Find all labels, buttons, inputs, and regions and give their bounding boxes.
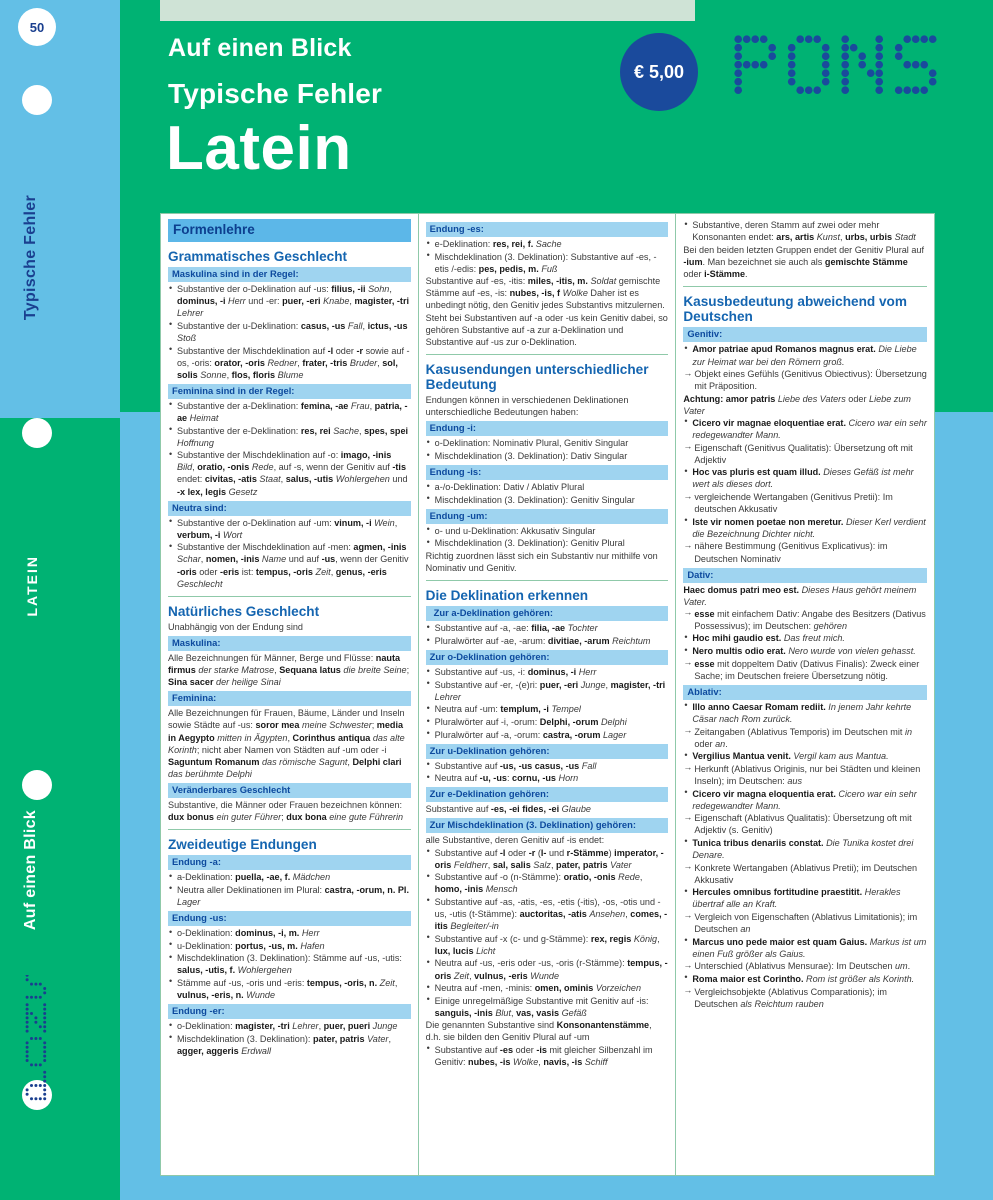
content-column-2 [419, 214, 677, 1175]
list-item: → Konkrete Wertangaben (Ablativus Pretii); im Deutschen Akkusativ [683, 862, 927, 886]
subsection-band: Zur a-Deklination gehören: [426, 606, 669, 621]
sidebar-label-series: Auf einen Blick [22, 810, 39, 931]
body-paragraph: Alle Bezeichnungen für Frauen, Bäume, Länder und Inseln sowie Städte auf -us: soror mea meine Schwester; media in Aegypto mitten in Ägypten, Corinthus antiqua das alte Korinth; nicht aber Namen von Städten auf -um oder -i Saguntum Romanum das römische Sagunt, Delphi clari das berühmte Delphi [168, 708, 405, 779]
bullet-list [683, 788, 927, 812]
bullet-list [683, 936, 927, 960]
subsection-band: Veränderbares Geschlecht [168, 783, 411, 798]
list-item: • Amor patriae apud Romanos magnus erat. Die Liebe zur Heimat war bei den Römern groß. [683, 343, 927, 367]
bullet-list [426, 481, 669, 506]
subsection-band: Endung -i: [426, 421, 669, 436]
bullet-list [683, 516, 927, 540]
bullet-list [426, 238, 669, 275]
header-topic: Typische Fehler [168, 78, 383, 109]
list-item: • Substantive auf -er, -(e)ri: puer, -eri Junge, magister, -tri Lehrer [426, 679, 669, 703]
content-column-3 [676, 214, 934, 1175]
subsection-band: Zur e-Deklination gehören: [426, 787, 669, 802]
list-item: → Vergleich von Eigenschaften (Ablativus Limitationis); im Deutschen an [683, 911, 927, 935]
list-item: • Nero multis odio erat. Nero wurde von vielen gehasst. [683, 645, 927, 657]
section-band-title: Formenlehre [168, 219, 411, 242]
section-heading: Zweideutige Endungen [168, 837, 317, 853]
arrow-list [683, 608, 927, 632]
body-paragraph: Steht bei Substantiven auf -a oder -us kein Genitiv dabei, so gehören Substantive auf -a zur a-Deklination und Substantive auf -us zur o-Deklination. [425, 312, 668, 347]
list-item: • Substantive der u-Deklination: casus, -us Fall, ictus, -us Stoß [168, 320, 411, 344]
decor-dot-icon [22, 770, 52, 800]
list-item: → Eigenschaft (Genitivus Qualitatis): Übersetzung oft mit Adjektiv [683, 442, 927, 466]
arrow-list [683, 986, 927, 1010]
page-title: Latein [166, 114, 352, 183]
subsection-band: Endung -um: [426, 509, 669, 524]
list-item: • Hoc vas pluris est quam illud. Dieses Gefäß ist mehr wert als dieses dort. [683, 466, 927, 490]
list-item: • Stämme auf -us, -oris und -eris: tempus, -oris, n. Zeit, vulnus, -eris, n. Wunde [168, 977, 411, 1001]
bullet-list [426, 525, 669, 550]
list-item: • Substantive der e-Deklination: res, rei Sache, spes, spei Hoffnung [168, 425, 411, 449]
bullet-list [426, 847, 669, 1019]
bullet-list [168, 400, 411, 498]
list-item: • Tunica tribus denariis constat. Die Tunika kostet drei Denare. [683, 837, 927, 861]
section-divider [168, 596, 411, 597]
price-badge: € 5,00 [620, 33, 698, 111]
body-paragraph: Unabhängig von der Endung sind [168, 621, 303, 632]
arrow-list [683, 442, 927, 466]
page-number-badge: 50 [18, 8, 56, 46]
bullet-list [168, 871, 411, 908]
sidebar-blue-section [0, 0, 120, 418]
bullet-list [683, 417, 927, 441]
bullet-list [683, 219, 927, 243]
arrow-list [683, 911, 927, 935]
body-paragraph: Haec domus patri meo est. Dieses Haus gehört meinem Vater. [683, 584, 917, 607]
bullet-list [683, 973, 927, 985]
list-item: → Unterschied (Ablativus Mensurae): Im Deutschen um. [683, 960, 927, 972]
body-paragraph: Substantive auf -es, -ei fides, -ei Glaube [425, 804, 591, 815]
subsection-band: Zur u-Deklination gehören: [426, 744, 669, 759]
list-item: • Substantive auf -es oder -is mit gleicher Silbenzahl im Genitiv: nubes, -is Wolke, navis, -is Schiff [426, 1044, 669, 1068]
list-item: → esse mit einfachem Dativ: Angabe des Besitzers (Dativus Possessivus); im Deutschen: gehören [683, 608, 927, 632]
bullet-list [168, 1020, 411, 1057]
list-item: • Pluralwörter auf -a, -orum: castra, -orum Lager [426, 729, 669, 741]
list-item: • o-Deklination: magister, -tri Lehrer, puer, pueri Junge [168, 1020, 411, 1032]
arrow-list [683, 540, 927, 564]
list-item: → Zeitangaben (Ablativus Temporis) im Deutschen mit in oder an. [683, 726, 927, 750]
list-item: • Neutra auf -men, -minis: omen, ominis Vorzeichen [426, 982, 669, 994]
list-item: • u-Deklination: portus, -us, m. Hafen [168, 940, 411, 952]
list-item: • Mischdeklination (3. Deklination): Genitiv Singular [426, 494, 669, 506]
list-item: → esse mit doppeltem Dativ (Dativus Finalis): Zweck einer Sache; im Deutschen freiere Übersetzung nötig. [683, 658, 927, 682]
list-item: → Herkunft (Ablativus Originis, nur bei Städten und kleinen Inseln); im Deutschen: aus [683, 763, 927, 787]
subsection-band: Endung -is: [426, 465, 669, 480]
list-item: • Iste vir nomen poetae non meretur. Dieser Kerl verdient die Bezeichnung Dichter nicht. [683, 516, 927, 540]
subsection-band: Endung -us: [168, 911, 411, 926]
subsection-band: Feminina: [168, 691, 411, 706]
list-item: • Substantive auf -us, -us casus, -us Fall [426, 760, 669, 772]
bullet-list [426, 1044, 669, 1068]
section-heading: Die Deklination erkennen [425, 588, 589, 604]
list-item: • o- und u-Deklination: Akkusativ Singular [426, 525, 669, 537]
subsection-band: Zur Mischdeklination (3. Deklination) gehören: [426, 818, 669, 833]
list-item: → nähere Bestimmung (Genitivus Explicativus): im Deutschen Nominativ [683, 540, 927, 564]
subsection-band: Feminina sind in der Regel: [168, 384, 411, 399]
section-heading: Kasusbedeutung abweichend vom Deutschen [683, 293, 907, 325]
list-item: • Neutra aller Deklinationen im Plural: castra, -orum, n. Pl. Lager [168, 884, 411, 908]
bullet-list [683, 343, 927, 367]
bullet-list [168, 517, 411, 590]
list-item: • Neutra auf -um: templum, -i Tempel [426, 703, 669, 715]
body-paragraph: Endungen können in verschiedenen Deklinationen unterschiedliche Bedeutungen haben: [425, 395, 629, 418]
subsection-band: Maskulina: [168, 636, 411, 651]
list-item: • Neutra auf -u, -us: cornu, -us Horn [426, 772, 669, 784]
subsection-band: Endung -er: [168, 1004, 411, 1019]
list-item: • Cicero vir magnae eloquentiae erat. Cicero war ein sehr redegewandter Mann. [683, 417, 927, 441]
bullet-list [683, 750, 927, 762]
list-item: • Substantive der Mischdeklination auf -men: agmen, -inis Schar, nomen, -inis Name und auf -us, wenn der Genitiv -oris oder -eris ist: tempus, -oris Zeit, genus, -eris Geschlecht [168, 541, 411, 589]
sidebar-label-topic: Typische Fehler [22, 195, 39, 321]
list-item: • Pluralwörter auf -i, -orum: Delphi, -orum Delphi [426, 716, 669, 728]
content-column-1 [161, 214, 419, 1175]
list-item: • Mischdeklination (3. Deklination): Dativ Singular [426, 450, 669, 462]
list-item: • Substantive der a-Deklination: femina, -ae Frau, patria, -ae Heimat [168, 400, 411, 424]
arrow-list [683, 491, 927, 515]
list-item: • Substantive auf -o (n-Stämme): oratio, -onis Rede, homo, -inis Mensch [426, 871, 669, 895]
bullet-list [426, 437, 669, 462]
body-paragraph: alle Substantive, deren Genitiv auf -is endet: [425, 835, 605, 846]
list-item: • Mischdeklination (3. Deklination): Genitiv Plural [426, 537, 669, 549]
arrow-list [683, 812, 927, 836]
section-heading: Natürliches Geschlecht [168, 603, 320, 619]
bullet-list [683, 701, 927, 725]
list-item: • Substantive der o-Deklination auf -us: filius, -ii Sohn, dominus, -i Herr und -er: puer, -eri Knabe, magister, -tri Lehrer [168, 283, 411, 319]
list-item: • Pluralwörter auf -ae, -arum: divitiae, -arum Reichtum [426, 635, 669, 647]
header-pale-strip [160, 0, 695, 21]
arrow-list [683, 960, 927, 972]
bullet-list [683, 632, 927, 657]
bullet-list [683, 466, 927, 490]
list-item: • Cicero vir magna eloquentia erat. Cicero war ein sehr redegewandter Mann. [683, 788, 927, 812]
body-paragraph: Die genannten Substantive sind Konsonantenstämme, d.h. sie bilden den Genitiv Plural auf -um [425, 1020, 652, 1043]
list-item: • Mischdeklination (3. Deklination): Stämme auf -us, -utis: salus, -utis, f. Wohlergehen [168, 952, 411, 976]
list-item: • Substantive, deren Stamm auf zwei oder mehr Konsonanten endet: ars, artis Kunst, urbs, urbis Stadt [683, 219, 927, 243]
pons-logo [728, 27, 970, 104]
subsection-band: Dativ: [683, 568, 927, 583]
list-item: • Substantive der o-Deklination auf -um: vinum, -i Wein, verbum, -i Wort [168, 517, 411, 541]
body-paragraph: Bei den beiden letzten Gruppen endet der Genitiv Plural auf -ium. Man bezeichnet sie auch als gemischte Stämme oder i-Stämme. [683, 244, 924, 279]
list-item: • Einige unregelmäßige Substantive mit Genitiv auf -is: sanguis, -inis Blut, vas, vasis Gefäß [426, 995, 669, 1019]
list-item: • Substantive auf -a, -ae: filia, -ae Tochter [426, 622, 669, 634]
list-item: • Neutra auf -us, -eris oder -us, -oris (r-Stämme): tempus, -oris Zeit, vulnus, -eris Wunde [426, 957, 669, 981]
section-heading: Grammatisches Geschlecht [168, 248, 348, 264]
bullet-list [683, 886, 927, 910]
bullet-list [168, 927, 411, 1001]
list-item: • o-Deklination: Nominativ Plural, Genitiv Singular [426, 437, 669, 449]
list-item: • a-Deklination: puella, -ae, f. Mädchen [168, 871, 411, 883]
subsection-band: Maskulina sind in der Regel: [168, 267, 411, 282]
body-paragraph: Substantive auf -es, -itis: miles, -itis, m. Soldat gemischte Stämme auf -es, -is: nubes, -is, f Wolke Daher ist es unbedingt nötig, den Genitiv jedes Substantivs mitzulernen. [425, 276, 665, 311]
subsection-band: Endung -a: [168, 855, 411, 870]
bullet-list [426, 666, 669, 741]
section-divider [168, 829, 411, 830]
list-item: • Substantive auf -x (c- und g-Stämme): rex, regis König, lux, lucis Licht [426, 933, 669, 957]
pons-logo-vertical-icon [8, 975, 52, 1103]
subsection-band: Genitiv: [683, 327, 927, 342]
body-paragraph: Substantive, die Männer oder Frauen bezeichnen können: dux bonus ein guter Führer; dux bona eine gute Führerin [168, 799, 404, 822]
list-item: • Hoc mihi gaudio est. Das freut mich. [683, 632, 927, 644]
pons-logo-icon [728, 27, 970, 99]
subsection-band: Ablativ: [683, 685, 927, 700]
body-paragraph: Alle Bezeichnungen für Männer, Berge und Flüsse: nauta firmus der starke Matrose, Sequana latus die breite Seine; Sina sacer der heilige Sinai [168, 653, 410, 688]
list-item: → vergleichende Wertangaben (Genitivus Pretii): Im deutschen Akkusativ [683, 491, 927, 515]
list-item: → Vergleichsobjekte (Ablativus Comparationis); im Deutschen als Reichtum rauben [683, 986, 927, 1010]
body-paragraph: Achtung: amor patris Liebe des Vaters oder Liebe zum Vater [683, 393, 911, 416]
list-item: • Substantive der Mischdeklination auf -l oder -r sowie auf -os, -oris: orator, -oris Redner, frater, -tris Bruder, sol, solis Sonne, flos, floris Blume [168, 345, 411, 381]
decor-dot-icon [22, 85, 52, 115]
section-divider [426, 580, 669, 581]
list-item: • Substantive auf -us, -i: dominus, -i Herr [426, 666, 669, 678]
bullet-list [168, 283, 411, 381]
arrow-list [683, 763, 927, 787]
list-item: • Substantive auf -l oder -r (l- und r-Stämme) imperator, -oris Feldherr, sal, salis Salz, pater, patris Vater [426, 847, 669, 871]
arrow-list [683, 368, 927, 392]
bullet-list [683, 837, 927, 861]
list-item: • Marcus uno pede maior est quam Gaius. Markus ist um einen Fuß größer als Gaius. [683, 936, 927, 960]
list-item: • Vergilius Mantua venit. Vergil kam aus Mantua. [683, 750, 927, 762]
arrow-list [683, 862, 927, 886]
section-divider [426, 354, 669, 355]
arrow-list [683, 658, 927, 682]
section-heading: Kasusendungen unterschiedlicher Bedeutung [425, 361, 649, 393]
list-item: • Mischdeklination (3. Deklination): Substantive auf -es, -etis /-edis: pes, pedis, m. Fuß [426, 251, 669, 275]
body-paragraph: Richtig zuordnen lässt sich ein Substantiv nur mithilfe von Nominativ und Genitiv. [425, 551, 658, 574]
bullet-list [426, 622, 669, 647]
sidebar-label-language: LATEIN [24, 555, 40, 617]
header-subtitle: Auf einen Blick [168, 34, 352, 62]
list-item: • Substantive auf -as, -atis, -es, -etis (-itis), -os, -otis und -us, -utis (t-Stämme): auctoritas, -atis Ansehen, comes, -itis Begleiter/-in [426, 896, 669, 932]
list-item: → Objekt eines Gefühls (Genitivus Obiectivus): Übersetzung mit Präposition. [683, 368, 927, 392]
sidebar-pons-logo [8, 975, 52, 1103]
decor-dot-icon [22, 418, 52, 448]
section-divider [683, 286, 927, 287]
subsection-band: Endung -es: [426, 222, 669, 237]
bullet-list [426, 760, 669, 785]
list-item: • Substantive der Mischdeklination auf -o: imago, -inis Bild, oratio, -onis Rede, auf -s, wenn der Genitiv auf -tis endet: civitas, -atis Staat, salus, -utis Wohlergehen und -x lex, legis Gesetz [168, 449, 411, 497]
arrow-list [683, 726, 927, 750]
list-item: • Hercules omnibus fortitudine praestitit. Herakles übertraf alle an Kraft. [683, 886, 927, 910]
list-item: • Mischdeklination (3. Deklination): pater, patris Vater, agger, aggeris Erdwall [168, 1033, 411, 1057]
list-item: • o-Deklination: dominus, -i, m. Herr [168, 927, 411, 939]
list-item: • Roma maior est Corintho. Rom ist größer als Korinth. [683, 973, 927, 985]
list-item: • Illo anno Caesar Romam rediit. In jenem Jahr kehrte Cäsar nach Rom zurück. [683, 701, 927, 725]
subsection-band: Neutra sind: [168, 501, 411, 516]
list-item: → Eigenschaft (Ablativus Qualitatis): Übersetzung oft mit Adjektiv (s. Genitiv) [683, 812, 927, 836]
list-item: • e-Deklination: res, rei, f. Sache [426, 238, 669, 250]
content-panel [160, 213, 935, 1176]
list-item: • a-/o-Deklination: Dativ / Ablativ Plural [426, 481, 669, 493]
subsection-band: Zur o-Deklination gehören: [426, 650, 669, 665]
